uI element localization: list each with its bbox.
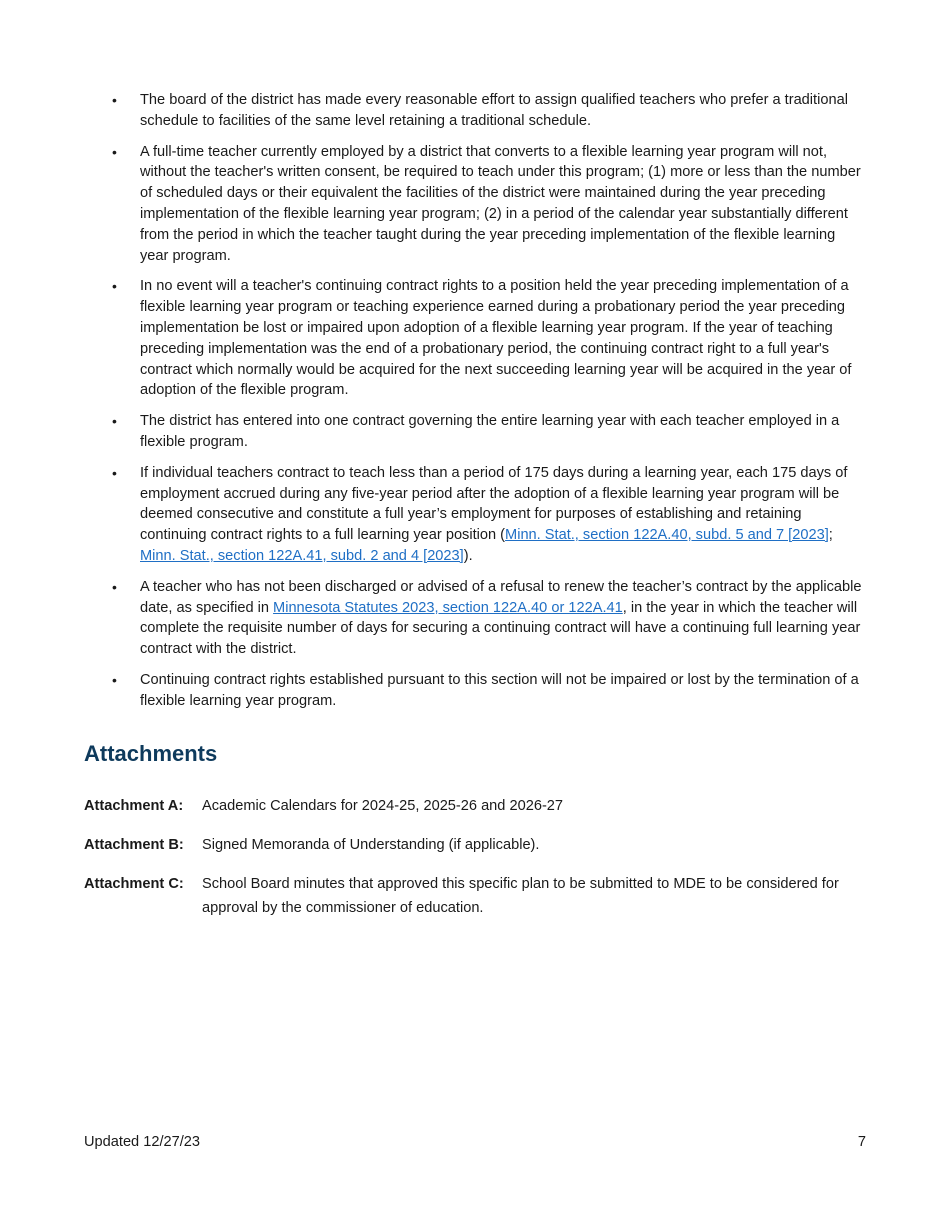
- attachment-label: Attachment B:: [84, 836, 184, 853]
- bullet-list: [84, 90, 866, 712]
- list-item: [84, 411, 866, 453]
- list-item: [84, 670, 866, 712]
- attachment-row-a: [84, 794, 866, 818]
- attachment-row-c: [84, 872, 866, 920]
- bullet-text: A full-time teacher currently employed by a district that converts to a flexible learning year program will not, without the teacher's written consent, be required to teach under this program; (1) more or less than the number of scheduled days or their equivalent the facilities of the district were maintained during the year preceding implementation of the flexible learning year program; (2) in a period of the calendar year substantially different from the period in which the teacher taught during the year preceding implementation of the flexible learning year program.: [140, 143, 861, 264]
- bullet-icon: •: [112, 278, 117, 295]
- bullet-icon: •: [112, 143, 117, 160]
- bullet-icon: •: [112, 464, 117, 481]
- bullet-icon: •: [112, 92, 117, 108]
- bullet-icon: •: [112, 413, 117, 430]
- list-item: [84, 90, 866, 132]
- attachment-label: Attachment C:: [84, 875, 184, 892]
- statute-link-122a41[interactable]: Minn. Stat., section 122A.41, subd. 2 and 4 [2023]: [140, 547, 464, 564]
- document-body: [84, 90, 866, 935]
- list-item: [84, 463, 866, 567]
- page-footer: [84, 1132, 866, 1152]
- bullet-text-end: ).: [463, 547, 473, 564]
- updated-date: Updated 12/27/23: [84, 1134, 201, 1150]
- attachments-heading: Attachments: [84, 740, 218, 766]
- statute-link-122a40[interactable]: Minn. Stat., section 122A.40, subd. 5 and 7 [2023]: [505, 527, 829, 544]
- page-number: 7: [857, 1134, 866, 1150]
- attachment-label: Attachment A:: [84, 797, 184, 814]
- bullet-text-end: , in the year in which the teacher will complete the requisite number of days for securing a continuing contract will have a continuing full learning year contract with the district.: [140, 599, 861, 658]
- attachment-description: Signed Memoranda of Understanding (if applicable).: [202, 836, 540, 853]
- bullet-icon: •: [112, 671, 117, 688]
- attachment-description: Academic Calendars for 2024-25, 2025-26 and 2026-27: [202, 797, 564, 814]
- statute-link-minnesota-2023[interactable]: Minnesota Statutes 2023, section 122A.40 or 122A.41: [273, 599, 623, 616]
- bullet-text: If individual teachers contract to teach less than a period of 175 days during a learning year, each 175 days of employment accrued during any five-year period after the adoption of a flexible learning year program will be deemed consecutive and constitute a full year’s employment for purposes of establishing and retaining continuing contract rights to a full learning year position (: [140, 464, 848, 544]
- bullet-icon: •: [112, 578, 117, 595]
- bullet-text: The district has entered into one contract governing the entire learning year with each teacher employed in a flexible program.: [140, 413, 840, 450]
- bullet-text: Continuing contract rights established pursuant to this section will not be impaired or lost by the termination of a flexible learning year program.: [140, 671, 859, 709]
- bullet-text: A teacher who has not been discharged or advised of a refusal to renew the teacher’s contract by the applicable date, as specified in: [140, 578, 862, 616]
- link-separator: ;: [828, 527, 833, 544]
- list-item: [84, 577, 866, 660]
- attachment-row-b: [84, 833, 866, 857]
- list-item: [84, 142, 866, 267]
- bullet-text: The board of the district has made every reasonable effort to assign qualified teachers who prefer a traditional schedule to facilities of the same level retaining a traditional schedule.: [140, 92, 848, 129]
- list-item: [84, 276, 866, 401]
- bullet-text: In no event will a teacher's continuing contract rights to a position held the year preceding implementation of a flexible learning year program or teaching experience earned during a probationary period the year preceding implementation be lost or impaired upon adoption of a flexible learning year program. If the year of teaching preceding implementation was the end of a probationary period, the continuing contract right to a full year's contract which normally would be acquired for the next succeeding learning year will be acquired in the year of adoption of the flexible program.: [140, 278, 852, 399]
- attachment-description: School Board minutes that approved this specific plan to be submitted to MDE to be considered for approval by the commissioner of education.: [202, 875, 839, 916]
